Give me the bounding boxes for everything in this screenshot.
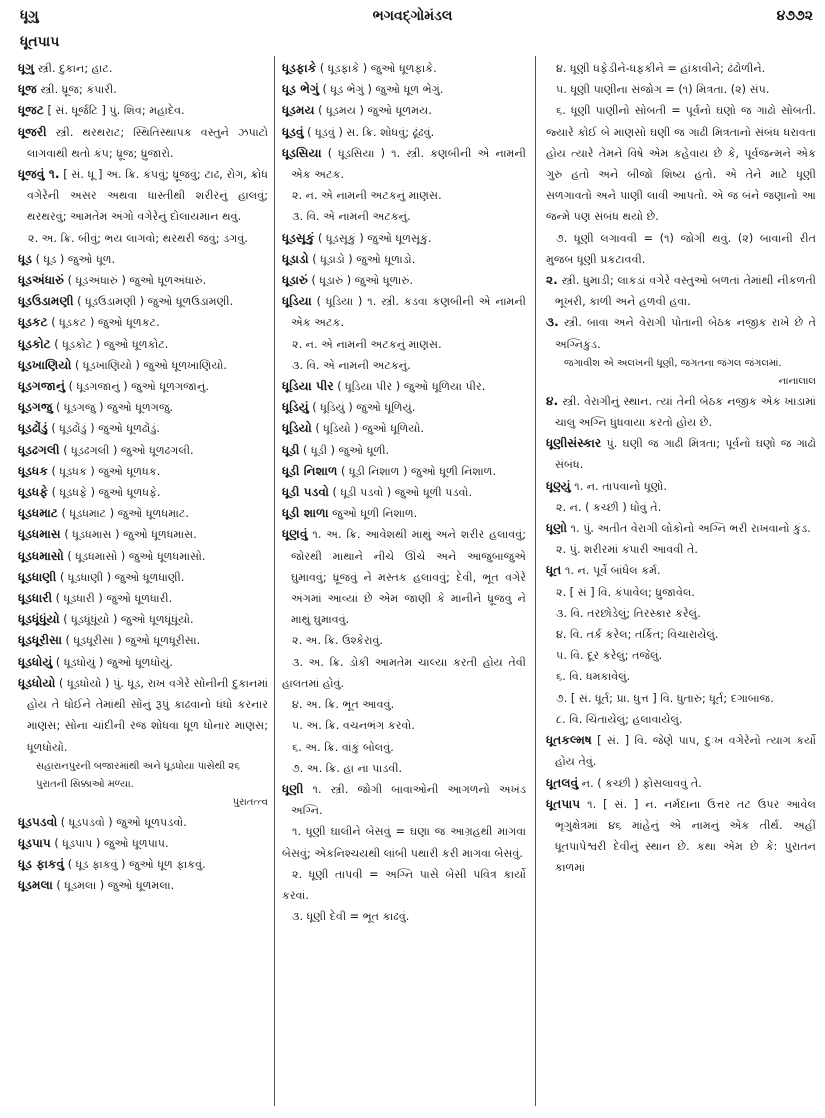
headword: ધૂડી નિશાળ xyxy=(282,463,338,478)
headword: ધૂડધારી xyxy=(18,591,53,606)
definition-text: ૨. ન. એ નામની અટકનું માણસ. xyxy=(292,189,442,203)
definition-text: ( ધૂડિયું ) જુઓ ધૂળિયું. xyxy=(308,401,416,415)
dictionary-entry xyxy=(282,524,526,630)
dictionary-entry xyxy=(546,730,816,772)
dictionary-entry xyxy=(18,122,268,164)
definition-text: સ્ત્રી. ધ્રૂજ; કંપારી. xyxy=(36,83,117,97)
definition-text: ( ધૂડગજાનું ) જુઓ ધૂળગજાનું. xyxy=(65,380,209,394)
headword: ધૂણવું xyxy=(282,527,308,542)
headword: ધૂડિયો xyxy=(282,421,312,436)
sub-sense xyxy=(282,630,526,651)
headword: ધૂડી શાળા xyxy=(282,506,329,521)
dictionary-entry xyxy=(18,249,268,270)
headword: ધૂતકલ્મષ xyxy=(546,733,592,748)
definition-text: ( ધૂડઅંધારું ) જુઓ ધૂળઅંધારું. xyxy=(64,274,207,288)
dictionary-column-3 xyxy=(546,58,816,879)
dictionary-entry xyxy=(546,560,816,581)
definition-text: ૧. [ સં. ] ન. નર્મદાના ઉત્તર તટ ઉપર આવેલ ભૃગુક્ષેત્રમાં ૪૬ માંહેનું એ નામનું એક તીર્થ. અહીં ધૂતપાપેશ્વરી દેવીનું સ્થાન છે. કથા એમ છે કે: પુરાતન કાળમાં xyxy=(555,797,816,875)
headword: ધૂડપડવો xyxy=(18,814,58,829)
definition-text: પું. ઘણી જ ગાઢી મિત્રતા; પૂર્વનો ઘણો જ ગાઢો સંબંધ. xyxy=(555,437,816,472)
definition-text: જુઓ ધૂળી નિશાળ. xyxy=(328,507,418,521)
headword: ધૂડઅંધારું xyxy=(18,273,65,288)
definition-text: ( ધૂડધમાસો ) જુઓ ધૂળધમાસો. xyxy=(63,549,206,563)
dictionary-entry xyxy=(18,588,268,609)
definition-text: સ્ત્રી. ધુમાડી; લાકડાં વગેરે વસ્તુઓ બળતાં તેમાંથી નીકળતી ભૂખરી, કાળી અને હળવી હવા. xyxy=(555,274,816,309)
dictionary-entry xyxy=(282,143,526,185)
dictionary-entry xyxy=(18,609,268,630)
sub-sense xyxy=(546,603,816,624)
dictionary-column-2 xyxy=(282,58,526,927)
dictionary-entry xyxy=(18,503,268,524)
definition-text: ( ધૂડઉડામણી ) જુઓ ધૂળઉડામણી. xyxy=(73,295,234,309)
headword: ધૂડગજાનું xyxy=(18,379,66,394)
dictionary-entry xyxy=(18,546,268,567)
dictionary-entry xyxy=(18,673,268,758)
dictionary-entry xyxy=(18,100,268,121)
quotation-source: નાનાલાલ xyxy=(778,375,816,387)
definition-text: સ્ત્રી. થરથરાટ; સ્થિતિસ્થાપક વસ્તુને ઝપાટો લાગવાથી થતો કંપ; ધ્રૂજ; ધ્રુજારો. xyxy=(27,125,268,160)
definition-text: ( ધૂડઢગલી ) જુઓ ધૂળઢગલી. xyxy=(59,443,194,457)
dictionary-entry xyxy=(18,58,268,79)
definition-text: ૪. વિ. તર્ક કરેલ; તર્કિત; વિચારાયેલું. xyxy=(556,628,719,642)
definition-text: ( ધૂડિયા ) ૧. સ્ત્રી. કડવા કણબીની એ નામની એક અટક. xyxy=(291,295,526,330)
definition-text: સ્ત્રી. બાવા અને વેરાગી પોતાની બેઠક નજીક રાખે છે તે અગ્નિકુંડ. xyxy=(555,316,816,351)
sub-sense xyxy=(282,206,526,227)
definition-text: ૧. સ્ત્રી. જોગી બાવાઓની આગળનો અખંડ અગ્નિ. xyxy=(291,782,526,818)
definition-text: ૬. વિ. ધમકાવેલું. xyxy=(556,670,631,684)
definition-text: ૨. અ. ક્રિ. બીવું; ભય લાગવો; થરથરી જવું; ડગવું. xyxy=(28,231,248,245)
dictionary-entry xyxy=(546,391,816,433)
headword: ધૂડધફે xyxy=(18,485,49,500)
dictionary-entry xyxy=(282,397,526,418)
headword: ધૂડાડો xyxy=(282,251,309,266)
definition-text: ૩. ધૂણી દેવી = ભૂત કાઢવું. xyxy=(292,910,410,924)
headword: ધૂડવું xyxy=(282,124,304,139)
dictionary-entry xyxy=(282,418,526,439)
quotation-source: પુરાતત્ત્વ xyxy=(232,796,268,808)
definition-text: ( ધૂડી ) જુઓ ધૂળી. xyxy=(299,443,390,457)
definition-text: ૫. વિ. દૂર કરેલું; તજેલું. xyxy=(556,649,663,663)
dictionary-entry xyxy=(282,58,526,79)
definition-text: ( ધૂડખાણિયો ) જુઓ ધૂળખાણિયો. xyxy=(71,358,227,372)
definition-text: ( ધૂડમય ) જુઓ ધૂળમય. xyxy=(314,104,432,118)
dictionary-entry xyxy=(282,503,526,524)
sub-sense xyxy=(282,821,526,863)
sub-sense xyxy=(282,758,526,779)
definition-text: ( ધૂડકોટ ) જુઓ ધૂળકોટ. xyxy=(50,337,169,351)
definition-text: ( ધૂડફાકે ) જુઓ ધૂળફાકે. xyxy=(316,62,437,75)
headword: ધૂજટ xyxy=(18,103,44,118)
definition-text: ( ધૂડધોયું ) જુઓ ધૂળધોયું. xyxy=(52,655,173,669)
dictionary-entry xyxy=(546,773,816,794)
definition-text: ( ધૂડધોયો ) પું. ધૂડ, રાખ વગેરે સોનીની દુકાનમાં હોય તે ધોઈને તેમાંથી સોનું રૂપું કાઢવાનો ધંધો કરનાર માણસ; સોના ચાંદીની રજ શોધવા ધૂળ ધોનાર માણસ; ધૂળધોયો. xyxy=(27,676,268,754)
sub-sense xyxy=(546,666,816,687)
headword: ધૂડધક xyxy=(18,463,48,478)
definition-text: ૫. ધૂણી પાણીના સંજોગ = (૧) મિત્રતા. (૨) સંપ. xyxy=(556,83,770,97)
headword: ધૂડધમાટ xyxy=(18,506,58,521)
definition-text: ( ધૂડ ભેગું ) જુઓ ધૂળ ભેગું. xyxy=(318,83,444,97)
headword: ધૂડધમાસો xyxy=(18,548,64,563)
sub-sense xyxy=(282,334,526,355)
dictionary-entry xyxy=(18,418,268,439)
definition-text: ૬. ધૂણી પાણીનો સોબતી = પૂર્વનો ઘણો જ ગાઢો સોબતી. જ્યારે કોઈ બે માણસો ઘણી જ ગાઢી મિત્રતાનો સંબંધ ધરાવતા હોય ત્યારે તેમને વિષે એમ કહેવાય છે કે, પૂર્વજન્મને એક ગુરુ હતો અને બીજો શિષ્ય હતો. એ તેને માટે ધૂણી સળગાવતો અને પાણી લાવી આપતો. એ જ બંને જણાનો આ જન્મે પણ સંબંધ થયો છે. xyxy=(546,104,816,224)
sub-sense xyxy=(282,652,526,694)
headword: ૪. xyxy=(546,393,559,408)
definition-text: ( ધૂડધારી ) જુઓ ધૂળધારી. xyxy=(52,592,173,606)
headword: ધૂડકોટ xyxy=(18,336,51,351)
sub-sense xyxy=(546,709,816,730)
column-divider xyxy=(274,56,275,1106)
dictionary-entry xyxy=(18,312,268,333)
sub-sense xyxy=(546,624,816,645)
headword: ધૂડી પડવો xyxy=(282,485,329,500)
guide-word-first: ધૂગુ xyxy=(20,8,39,24)
headword: ધૂડ ફાકવું xyxy=(18,857,65,872)
headword: ધૂતલવું xyxy=(546,775,579,790)
definition-text: ૪. અ. ક્રિ. ભૂત આવવું. xyxy=(292,698,395,712)
definition-text: ૧. ન. તાપવાનો ધૂણો. xyxy=(570,479,667,493)
headword: ધૂજવું ૧. xyxy=(18,167,60,182)
headword: ૨. xyxy=(546,273,558,288)
sub-sense xyxy=(546,228,816,270)
headword: ધૂડમય xyxy=(282,103,315,118)
definition-text: ૭. અ. ક્રિ. હા ના પાડવી. xyxy=(292,761,403,775)
definition-text: ૬. અ. ક્રિ. વાંકું બોલવું. xyxy=(292,740,394,754)
sub-sense xyxy=(546,79,816,100)
sub-sense xyxy=(546,688,816,709)
headword: ધૂત xyxy=(546,563,562,578)
definition-text: ૫. અ. ક્રિ. વચનભંગ કરવો. xyxy=(292,719,415,733)
definition-text: ૧. અ. ક્રિ. આવેશથી માથું અને શરીર હલાવવું; જોરથી માથાને નીચે ઊંચે અને આજુબાજુએ ઘુમાવવું; ધ્રૂજવું ને મસ્તક હલાવવું; દેવી, ભૂત વગેરે અંગમાં આવ્યાં છે એમ જાણી કે માનીને ધ્રૂજવું ને માથું ઘુમાવવું. xyxy=(291,528,526,627)
headword: ધૂડધૂરીસા xyxy=(18,633,62,648)
dictionary-entry xyxy=(18,79,268,100)
definition-text: ૩. વિ. એ નામની અટકનું. xyxy=(292,210,411,224)
headword: ધૂણીસંસ્કાર xyxy=(546,436,602,451)
definition-text: ( ધૂડી પડવો ) જુઓ ધૂળી પડવો. xyxy=(328,486,473,500)
definition-text: ૪. ધૂણી ધફેડીને-ધફકીને = હાંકાવીને; ઢંઢોળીને. xyxy=(556,62,766,75)
dictionary-entry xyxy=(18,482,268,503)
page-number: ૪૭૭૨ xyxy=(776,8,813,24)
definition-text: ( ધૂડિયા પીર ) જુઓ ધૂળિયા પીર. xyxy=(333,380,486,394)
definition-text: ૨. પું. શરીરમાં કંપારી આવવી તે. xyxy=(556,543,698,557)
definition-text: સ્ત્રી. વેરાગીનું સ્થાન. ત્યાં તેની બેઠક નજીક એક ખાડામાં ચાલુ અગ્નિ ધુંધવાયા કરતો હોય છે. xyxy=(555,394,816,430)
definition-text: ( ધૂડગજુ ) જુઓ ધૂળગજુ. xyxy=(52,401,174,415)
dictionary-entry xyxy=(282,79,526,100)
headword: ધૂડઢોંડું xyxy=(18,421,48,436)
dictionary-entry xyxy=(282,376,526,397)
headword: ધૂણ્યું xyxy=(546,478,571,493)
definition-text: ન. ( કચ્છી ) ફોસલાવવું તે. xyxy=(578,776,702,790)
headword: ધૂડારું xyxy=(282,273,308,288)
dictionary-entry xyxy=(18,833,268,854)
definition-text: સ્ત્રી. દુકાન; હાટ. xyxy=(34,62,113,75)
headword: ધૂડી xyxy=(282,442,300,457)
definition-text: ( ધૂડમલા ) જુઓ ધૂળમલા. xyxy=(52,879,175,893)
headword: ૩. xyxy=(546,315,559,330)
dictionary-entry xyxy=(18,355,268,376)
headword: ધૂણો xyxy=(546,521,567,536)
headword: ધૂડખાણિયો xyxy=(18,357,72,372)
headword: ધૂડિયું xyxy=(282,400,309,415)
headword: ધૂડિયા પીર xyxy=(282,379,334,394)
dictionary-entry xyxy=(546,433,816,475)
sub-sense xyxy=(18,228,268,249)
headword: ધૂડફાકે xyxy=(282,61,317,75)
definition-text: ( ધૂડી નિશાળ ) જુઓ ધૂળી નિશાળ. xyxy=(337,464,497,478)
definition-text: ( ધૂડધક ) જુઓ ધૂળધક. xyxy=(47,464,161,478)
dictionary-entry xyxy=(282,249,526,270)
headword: ધૂડધોયો xyxy=(18,675,56,690)
quotation xyxy=(546,355,816,391)
headword: ધૂડધોયું xyxy=(18,654,53,669)
definition-text: ( ધૂડધમાસ ) જુઓ ધૂળધમાસ. xyxy=(60,528,197,542)
headword: ધૂડિયા xyxy=(282,294,312,309)
headword: ધૂડસિયા xyxy=(282,145,322,160)
sub-sense xyxy=(282,185,526,206)
definition-text: ( ધૂડઢોંડું ) જુઓ ધૂળઢોંડું. xyxy=(47,422,160,436)
dictionary-entry xyxy=(546,312,816,354)
headword: ધૂડકટ xyxy=(18,315,48,330)
definition-text: ( ધૂડસૂકું ) જુઓ ધૂળસૂકું. xyxy=(314,231,432,245)
dictionary-entry xyxy=(546,270,816,312)
headword: ધૂજ xyxy=(18,82,37,97)
definition-text: ૩. વિ. તરછોડેલું; તિરસ્કાર કરેલું. xyxy=(556,606,701,620)
definition-text: [ સં. ધૂ ] અ. ક્રિ. કંપવું; ધ્રૂજવું; ટાઢ, રોગ, ક્રોધ વગેરેની અસર અથવા ધાસ્તીથી શરીરનું હાલવું; થરથરવું; આમતેમ અંગો વગેરેનું દોલાયમાન થવું. xyxy=(27,168,268,224)
dictionary-entry xyxy=(282,270,526,291)
dictionary-entry xyxy=(18,291,268,312)
headword: ધૂડ xyxy=(18,251,33,266)
dictionary-entry xyxy=(546,476,816,497)
definition-text: ( ધૂડિયો ) જુઓ ધૂળિયો. xyxy=(311,422,424,436)
headword: ધૂડધૂંધૂંયો xyxy=(18,612,60,627)
definition-text: ૨. ધૂણી તાપવી = અગ્નિ પાસે બેસી પવિત્ર કાર્યો કરવાં. xyxy=(282,867,526,902)
dictionary-entry xyxy=(18,440,268,461)
dictionary-entry xyxy=(282,779,526,821)
sub-sense xyxy=(546,582,816,603)
sub-sense xyxy=(546,497,816,518)
dictionary-entry xyxy=(546,518,816,539)
definition-text: ( ધૂડ ) જુઓ ધૂળ. xyxy=(32,252,116,266)
definition-text: ( ધૂડપડવો ) જુઓ ધૂળપડવો. xyxy=(57,815,187,829)
headword: ધૂતપાપ xyxy=(546,796,581,811)
sub-sense xyxy=(546,645,816,666)
definition-text: ૧. ધૂણી ઘાલીને બેસવું = ઘણા જ આગ્રહથી માગવા બેસવું; એકનિશ્ચયથી લાંબી પથારી કરી માગવા બેસવું. xyxy=(282,825,526,860)
quotation-text: જગાવીશ એ અલખની ધૂણી, જગતના જંગલ જંગલમાં. xyxy=(564,357,782,369)
definition-text: ૨. અ. ક્રિ. ઉશ્કેરાવું. xyxy=(292,634,383,648)
definition-text: ( ધૂડધમાટ ) જુઓ ધૂળધમાટ. xyxy=(58,507,189,521)
sub-sense xyxy=(546,58,816,79)
dictionary-entry xyxy=(18,397,268,418)
dictionary-entry xyxy=(282,461,526,482)
headword: ધૂડઉડામણી xyxy=(18,294,74,309)
headword: ધૂજરી xyxy=(18,124,47,139)
guide-word-last: ધૂતપાપ xyxy=(20,34,60,50)
dictionary-entry xyxy=(18,567,268,588)
definition-text: ( ધૂડારું ) જુઓ ધૂળારું. xyxy=(307,274,413,288)
sub-sense xyxy=(546,100,816,227)
definition-text: ( ધૂડસિયા ) ૧. સ્ત્રી. કણબીની એ નામની એક અટક. xyxy=(291,146,526,182)
headword: ધૂડધમાસ xyxy=(18,527,61,542)
definition-text: ૭. ધૂણી લગાવવી = (૧) જોગી થવું. (૨) બાવાની રીત મુજબ ધૂણી પ્રકટાવવી. xyxy=(546,231,816,266)
sub-sense xyxy=(282,906,526,927)
definition-text: ૭. [ સં. ધૂર્ત; પ્રા. ધુત્ત ] વિ. ધુતારું; ધૂર્ત; દગાબાજ. xyxy=(556,691,774,705)
quotation xyxy=(18,758,268,812)
definition-text: ( ધૂડધૂરીસા ) જુઓ ધૂળધૂરીસા. xyxy=(61,634,201,648)
definition-text: ( ધૂડધફે ) જુઓ ધૂળધફે. xyxy=(48,486,161,500)
sub-sense xyxy=(282,864,526,906)
dictionary-entry xyxy=(18,524,268,545)
dictionary-entry xyxy=(18,812,268,833)
definition-text: ( ધૂડાડો ) જુઓ ધૂળાડો. xyxy=(308,252,416,266)
definition-text: ૮. વિ. ચિંતાયેલું; હલાવાયેલું. xyxy=(556,712,683,726)
sub-sense xyxy=(282,694,526,715)
dictionary-entry xyxy=(18,875,268,896)
page-title: ભગવદ્ગોમંડલ xyxy=(372,8,453,24)
headword: ધૂડઢગલી xyxy=(18,442,60,457)
headword: ધૂડસૂકું xyxy=(282,230,315,245)
definition-text: ૨. ન. ( કચ્છી ) ધોવું તે. xyxy=(556,500,662,514)
definition-text: ( ધૂડધાણી ) જુઓ ધૂળધાણી. xyxy=(56,570,185,584)
dictionary-column-1 xyxy=(18,58,268,897)
sub-sense xyxy=(282,715,526,736)
definition-text: ૧. ન. પૂર્વે બાંધેલ કર્મ. xyxy=(561,564,661,578)
definition-text: [ સં. ] વિ. જેણે પાપ, દુઃખ વગેરેનો ત્યાગ કર્યો હોય તેવું. xyxy=(555,734,816,769)
headword: ધૂડગજુ xyxy=(18,400,53,415)
sub-sense xyxy=(546,539,816,560)
dictionary-entry xyxy=(18,334,268,355)
definition-text: ( ધૂડવું ) સ. ક્રિ. શોધવું; ઢૂંઢવું. xyxy=(303,125,435,139)
dictionary-entry xyxy=(282,228,526,249)
dictionary-entry xyxy=(282,482,526,503)
headword: ધૂડપાપ xyxy=(18,835,51,850)
dictionary-entry xyxy=(546,794,816,879)
sub-sense xyxy=(282,737,526,758)
definition-text: ( ધૂડધૂંધૂંયો ) જુઓ ધૂળધૂંધૂંયો. xyxy=(59,613,194,627)
dictionary-entry xyxy=(18,376,268,397)
dictionary-entry xyxy=(18,270,268,291)
dictionary-entry xyxy=(282,291,526,333)
definition-text: [ સં. ધૂર્જટિ ] પું. શિવ; મહાદેવ. xyxy=(43,104,185,118)
headword: ધૂણી xyxy=(282,781,304,796)
dictionary-entry xyxy=(18,854,268,875)
definition-text: ( ધૂડકટ ) જુઓ ધૂળકટ. xyxy=(47,316,160,330)
dictionary-entry xyxy=(282,100,526,121)
definition-text: ૨. [ સં ] વિ. કંપાવેલ; ધ્રુજાવેલ. xyxy=(556,585,695,599)
definition-text: ૨. ન. એ નામની અટકનું માણસ. xyxy=(292,337,442,351)
definition-text: ૩. અ. ક્રિ. ડોકી આમતેમ ચાલ્યા કરતી હોય તેવી હાલતમાં હોવું. xyxy=(282,655,526,690)
dictionary-entry xyxy=(282,122,526,143)
dictionary-entry xyxy=(18,461,268,482)
definition-text: ( ધૂડપાપ ) જુઓ ધૂળપાપ. xyxy=(50,836,169,850)
column-divider xyxy=(535,56,536,1106)
headword: ધૂડમલા xyxy=(18,878,53,893)
definition-text: ૧. પું. અતીત વેરાગી લોકોનો અગ્નિ ભરી રાખવાનો કુંડ. xyxy=(567,522,811,536)
headword: ધૂડ ભેગું xyxy=(282,82,319,97)
headword: ધૂગુ xyxy=(18,61,35,75)
definition-text: ૩. વિ. એ નામની અટકનું. xyxy=(292,358,411,372)
definition-text: ( ધૂડ ફાકવું ) જુઓ ધૂળ ફાકવું. xyxy=(64,858,206,872)
dictionary-entry xyxy=(18,164,268,228)
quotation-text: સહારાનપુરની બજારમાંથી અને ધૂડધોયા પાસેથી ૨૬ પુરાતની સિક્કાઓ મળ્યા. xyxy=(36,760,240,790)
dictionary-entry xyxy=(18,630,268,651)
sub-sense xyxy=(282,355,526,376)
dictionary-entry xyxy=(282,440,526,461)
headword: ધૂડધાણી xyxy=(18,569,57,584)
dictionary-entry xyxy=(18,652,268,673)
